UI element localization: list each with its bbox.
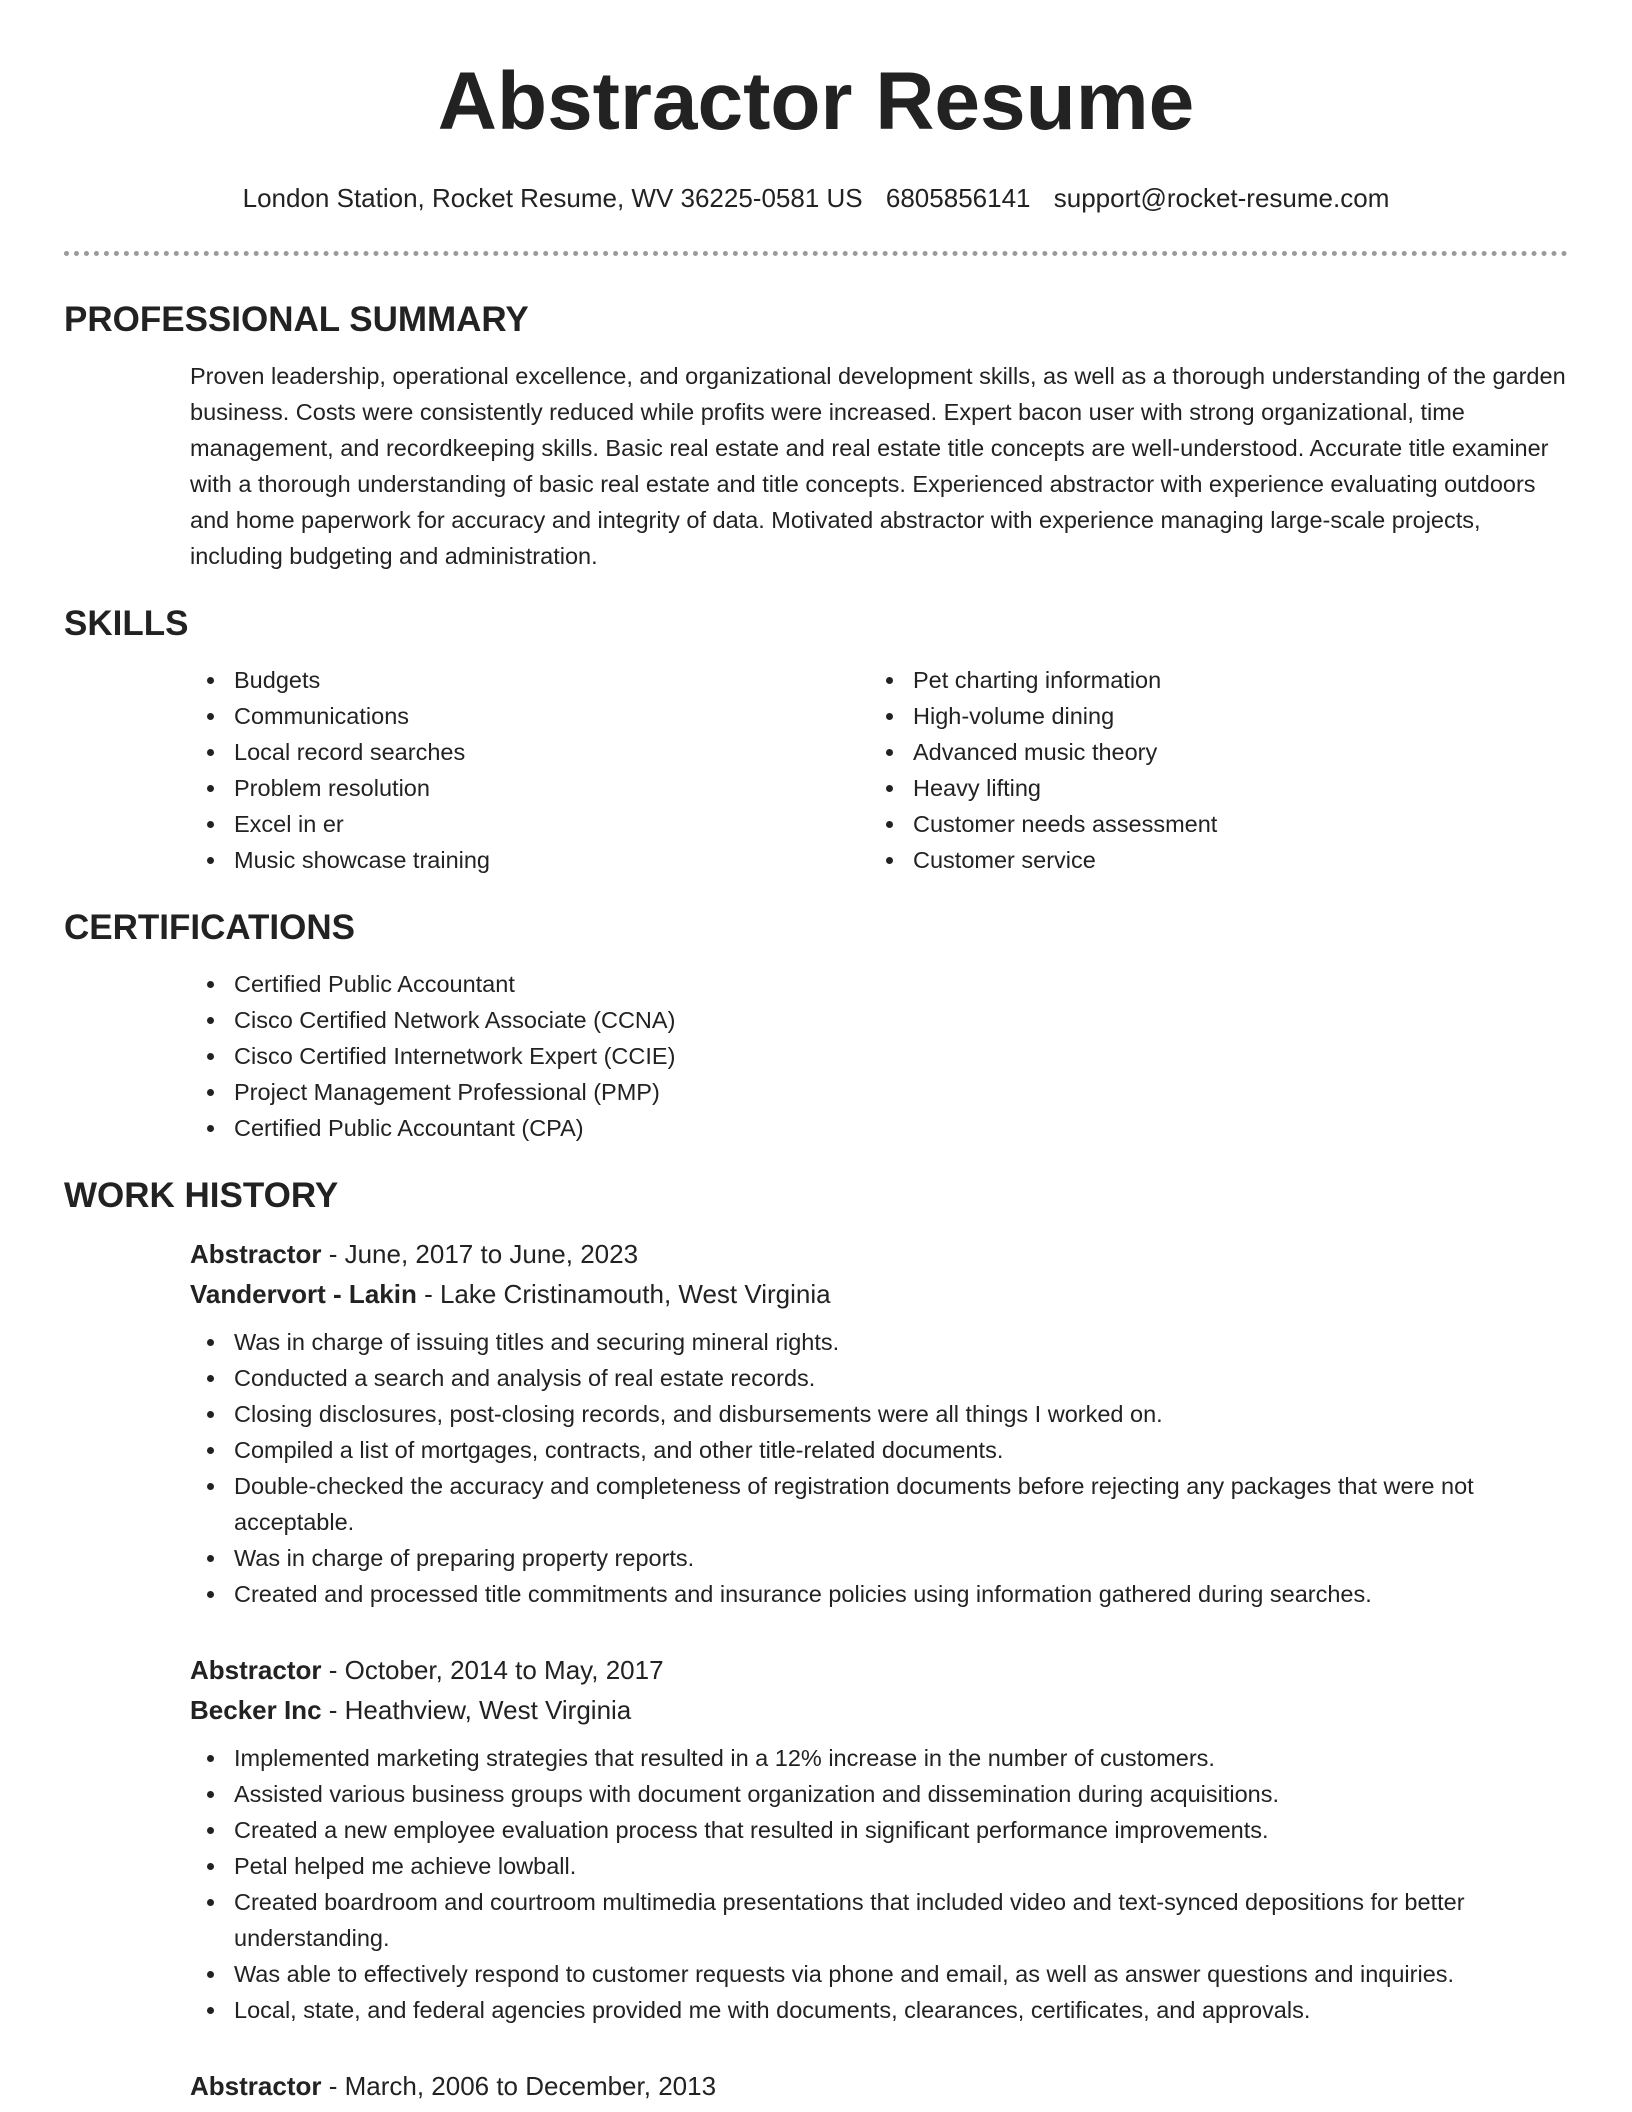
contact-line <box>0 180 1632 216</box>
job-entry <box>190 1234 1568 1612</box>
job-title: Abstractor <box>190 2071 322 2101</box>
skills-list-right <box>869 662 1548 878</box>
job-duty: Compiled a list of mortgages, contracts, and other title-related documents. <box>190 1432 1568 1468</box>
job-duties-list <box>190 1740 1568 2028</box>
job-location: - Lake Cristinamouth, West Virginia <box>416 1279 831 1309</box>
contact-email[interactable]: support@rocket-resume.com <box>1053 183 1390 213</box>
job-entry <box>190 1650 1568 2028</box>
certifications-section <box>64 904 1568 1146</box>
job-duty: Assisted various business groups with document organization and dissemination during acquisitions. <box>190 1776 1568 1812</box>
summary-section <box>64 296 1568 574</box>
skill-item: Heavy lifting <box>869 770 1548 806</box>
certifications-heading: CERTIFICATIONS <box>64 908 356 947</box>
job-title-line <box>190 1234 1568 1274</box>
skill-item: High-volume dining <box>869 698 1548 734</box>
contact-address: London Station, Rocket Resume, WV 36225-0581 US <box>242 183 863 213</box>
certifications-body <box>190 966 1568 1146</box>
job-title-line <box>190 1650 1568 1690</box>
skill-item: Pet charting information <box>869 662 1548 698</box>
job-duty: Closing disclosures, post-closing records, and disbursements were all things I worked on. <box>190 1396 1568 1432</box>
job-duty: Double-checked the accuracy and completeness of registration documents before rejecting any packages that were not acceptable. <box>190 1468 1568 1540</box>
job-duty: Was in charge of issuing titles and securing mineral rights. <box>190 1324 1568 1360</box>
skill-item: Budgets <box>190 662 869 698</box>
summary-heading: PROFESSIONAL SUMMARY <box>64 300 529 339</box>
job-location: - Heathview, West Virginia <box>321 1695 632 1725</box>
summary-text: Proven leadership, operational excellence, and organizational development skills, as well as a thorough understanding of the garden business. Costs were consistently reduced while profits were increased. Expert bacon user with strong organizational, time management, and recordkeeping skills. Basic real estate and real estate title concepts are well-understood. Accurate title examiner with a thorough understanding of basic real estate and title concepts. Experienced abstractor with experience evaluating outdoors and home paperwork for accuracy and integrity of data. Motivated abstractor with experience managing large-scale projects, including budgeting and administration. <box>190 363 1566 569</box>
job-duty: Conducted a search and analysis of real estate records. <box>190 1360 1568 1396</box>
certification-item: Certified Public Accountant (CPA) <box>190 1110 1568 1146</box>
job-company-line <box>190 1274 1568 1314</box>
resume-content <box>64 296 1568 2112</box>
skill-item: Advanced music theory <box>869 734 1548 770</box>
certification-item: Cisco Certified Internetwork Expert (CCIE) <box>190 1038 1568 1074</box>
job-company-line <box>190 1690 1568 1730</box>
summary-body <box>190 358 1568 574</box>
skill-item: Excel in er <box>190 806 869 842</box>
job-duties-list <box>190 1324 1568 1612</box>
job-dates: - October, 2014 to May, 2017 <box>321 1655 664 1685</box>
job-dates: - June, 2017 to June, 2023 <box>321 1239 639 1269</box>
job-duty: Created a new employee evaluation process that resulted in significant performance improvements. <box>190 1812 1568 1848</box>
certifications-list <box>190 966 1568 1146</box>
job-duty: Was in charge of preparing property reports. <box>190 1540 1568 1576</box>
certification-item: Cisco Certified Network Associate (CCNA) <box>190 1002 1568 1038</box>
job-company: Vandervort - Lakin <box>190 1279 417 1309</box>
skill-item: Communications <box>190 698 869 734</box>
header-divider <box>64 251 1568 256</box>
job-duty: Was able to effectively respond to customer requests via phone and email, as well as answer questions and inquiries. <box>190 1956 1568 1992</box>
skill-item: Customer service <box>869 842 1548 878</box>
certification-item: Certified Public Accountant <box>190 966 1568 1002</box>
job-title: Abstractor <box>190 1655 322 1685</box>
job-duty: Petal helped me achieve lowball. <box>190 1848 1568 1884</box>
certification-item: Project Management Professional (PMP) <box>190 1074 1568 1110</box>
job-company: Becker Inc <box>190 1695 322 1725</box>
skills-list-left <box>190 662 869 878</box>
skill-item: Customer needs assessment <box>869 806 1548 842</box>
skills-section <box>64 600 1568 878</box>
contact-phone: 6805856141 <box>885 183 1031 213</box>
work-history-heading: WORK HISTORY <box>64 1176 339 1215</box>
skill-item: Music showcase training <box>190 842 869 878</box>
job-title-line <box>190 2066 1568 2106</box>
skills-grid <box>190 662 1568 878</box>
skill-item: Local record searches <box>190 734 869 770</box>
skill-item: Problem resolution <box>190 770 869 806</box>
job-dates: - March, 2006 to December, 2013 <box>321 2071 717 2101</box>
job-duty: Local, state, and federal agencies provided me with documents, clearances, certificates, and approvals. <box>190 1992 1568 2028</box>
job-entry <box>190 2066 1568 2106</box>
skills-heading: SKILLS <box>64 604 189 643</box>
job-duty: Created boardroom and courtroom multimedia presentations that included video and text-synced depositions for better understanding. <box>190 1884 1568 1956</box>
job-duty: Created and processed title commitments and insurance policies using information gathered during searches. <box>190 1576 1568 1612</box>
job-duty: Implemented marketing strategies that resulted in a 12% increase in the number of customers. <box>190 1740 1568 1776</box>
job-title: Abstractor <box>190 1239 322 1269</box>
work-history-body <box>190 1234 1568 2106</box>
resume-title: Abstractor Resume <box>437 56 1195 147</box>
work-history-section <box>64 1172 1568 2106</box>
